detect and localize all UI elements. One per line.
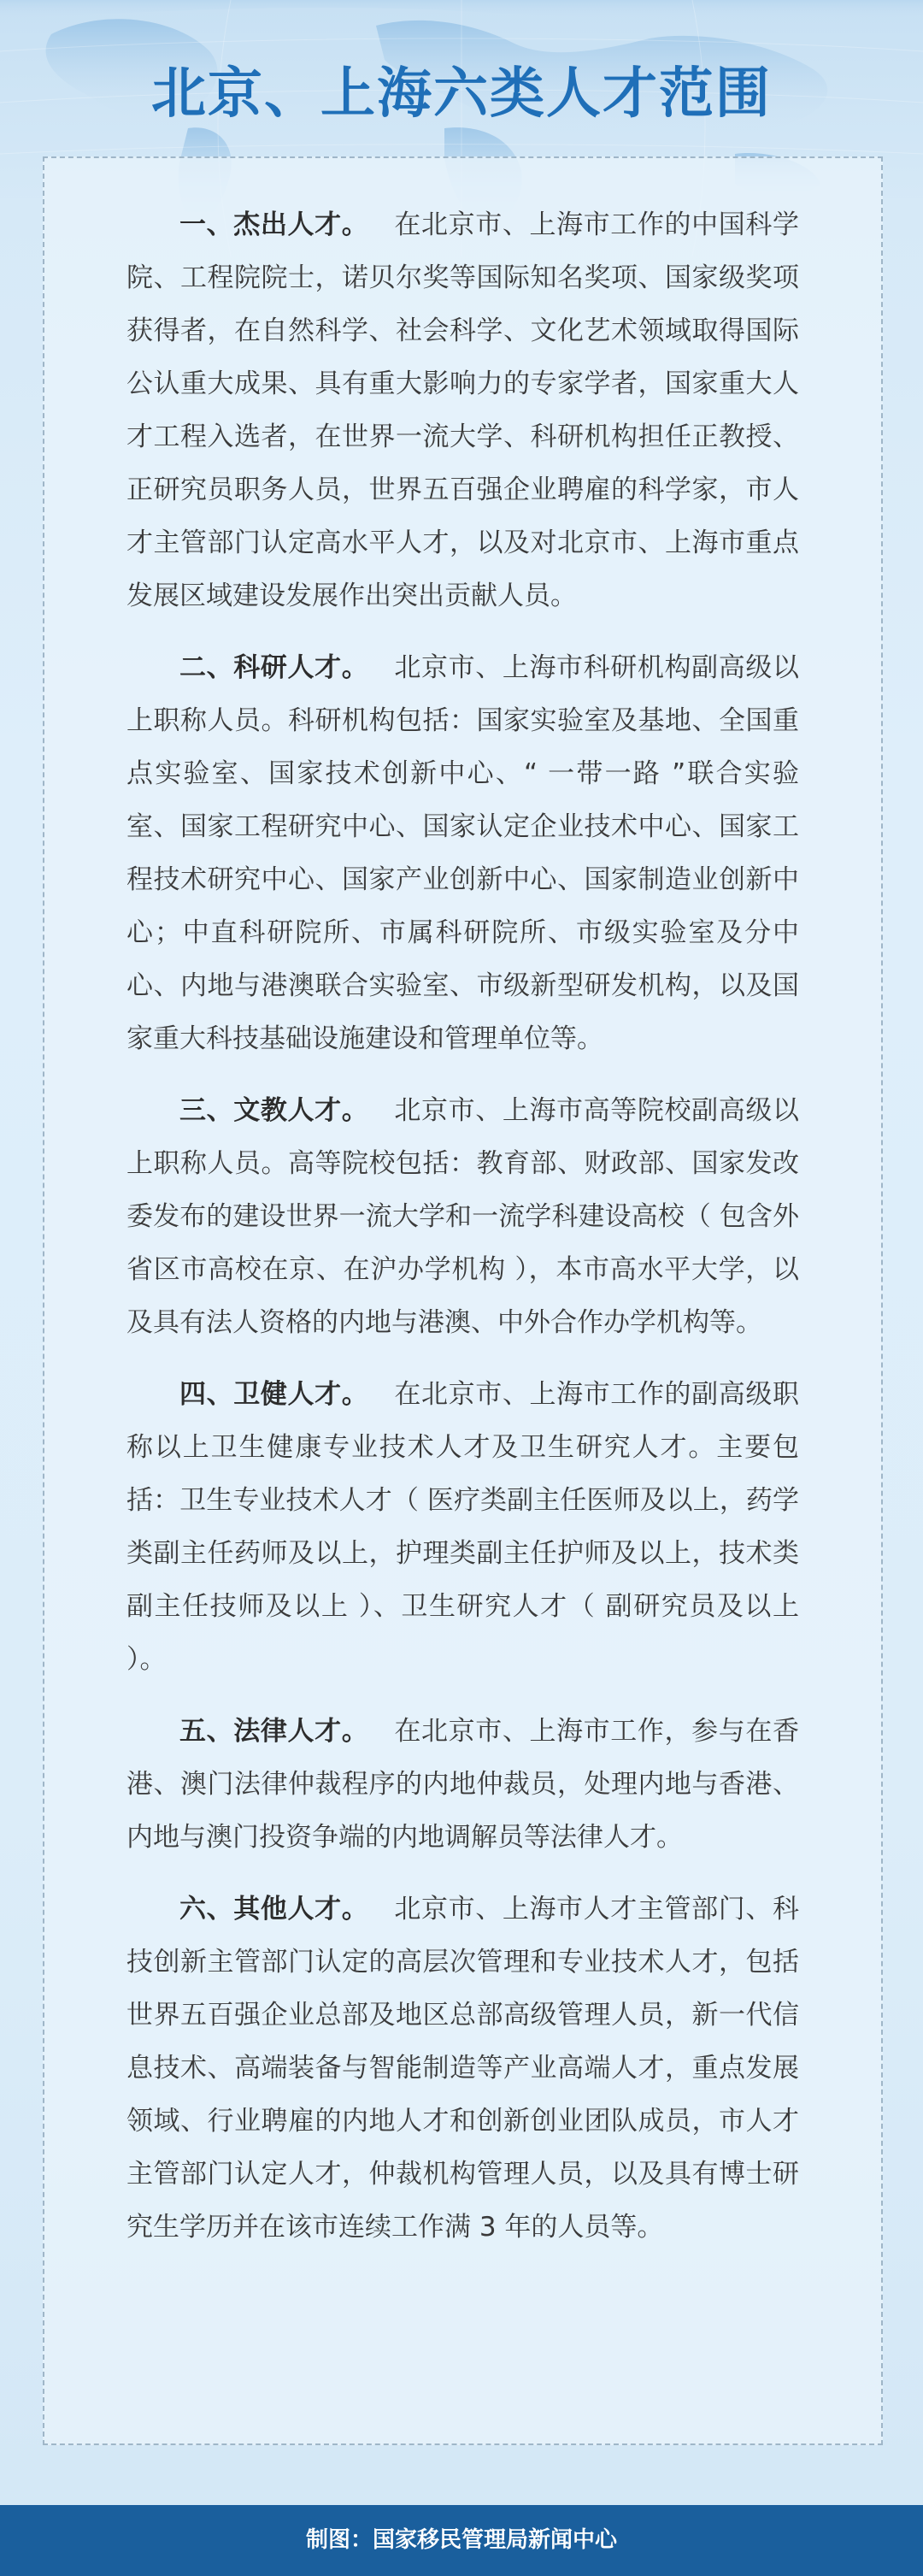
section-education-talent xyxy=(126,1084,799,1349)
section-heading: 二、科研人才。 xyxy=(179,652,369,683)
section-text: 北京市、上海市高等院校副高级以上职称人员。高等院校包括：教育部、财政部、国家发改委发布的建设世界一流大学和一流学科建设高校（ 包含外省区市高校在京、在沪办学机构 ），本市高水平大学，以及具有法人资格的内地与港澳、中外合作办学机构等。 xyxy=(126,1095,800,1338)
section-research-talent xyxy=(126,641,799,1065)
content-body xyxy=(126,198,799,2272)
section-heading: 五、法律人才。 xyxy=(179,1716,369,1747)
section-text: 在北京市、上海市工作的中国科学院、工程院院士，诺贝尔奖等国际知名奖项、国家级奖项获得者，在自然科学、社会科学、文化艺术领域取得国际公认重大成果、具有重大影响力的专家学者，国家重大人才工程入选者，在世界一流大学、科研机构担任正教授、正研究员职务人员，世界五百强企业聘雇的科学家，市人才主管部门认定高水平人才，以及对北京市、上海市重点发展区域建设发展作出突出贡献人员。 xyxy=(126,209,800,611)
section-health-talent xyxy=(126,1368,799,1686)
section-outstanding-talent xyxy=(126,198,799,622)
section-heading: 四、卫健人才。 xyxy=(179,1379,369,1410)
footer-credit: 制图：国家移民管理局新闻中心 xyxy=(305,2527,617,2553)
section-heading: 一、杰出人才。 xyxy=(179,209,369,240)
page-title: 北京、上海六类人才范围 xyxy=(151,62,772,126)
section-text: 在北京市、上海市工作，参与在香港、澳门法律仲裁程序的内地仲裁员，处理内地与香港、内地与澳门投资争端的内地调解员等法律人才。 xyxy=(126,1716,800,1853)
section-text: 北京市、上海市科研机构副高级以上职称人员。科研机构包括：国家实验室及基地、全国重点实验室、国家技术创新中心、“ 一带一路 ”联合实验室、国家工程研究中心、国家认定企业技术中心、国家工程技术研究中心、国家产业创新中心、国家制造业创新中心；中直科研院所、市属科研院所、市级实验室及分中心、内地与港澳联合实验室、市级新型研发机构，以及国家重大科技基础设施建设和管理单位等。 xyxy=(126,652,800,1054)
section-legal-talent xyxy=(126,1705,799,1864)
section-text: 在北京市、上海市工作的副高级职称以上卫生健康专业技术人才及卫生研究人才。主要包括：卫生专业技术人才（ 医疗类副主任医师及以上，药学类副主任药师及以上，护理类副主任护师及以上，技术类副主任技师及以上 ）、卫生研究人才（ 副研究员及以上 ）。 xyxy=(126,1379,800,1675)
footer-bar xyxy=(0,2505,923,2576)
section-text: 北京市、上海市人才主管部门、科技创新主管部门认定的高层次管理和专业技术人才，包括世界五百强企业总部及地区总部高级管理人员，新一代信息技术、高端装备与智能制造等产业高端人才，重点发展领域、行业聘雇的内地人才和创新创业团队成员，市人才主管部门认定人才，仲裁机构管理人员，以及具有博士研究生学历并在该市连续工作满 3 年的人员等。 xyxy=(126,1894,800,2243)
section-heading: 六、其他人才。 xyxy=(179,1894,369,1925)
section-heading: 三、文教人才。 xyxy=(179,1095,369,1126)
section-other-talent xyxy=(126,1883,799,2254)
